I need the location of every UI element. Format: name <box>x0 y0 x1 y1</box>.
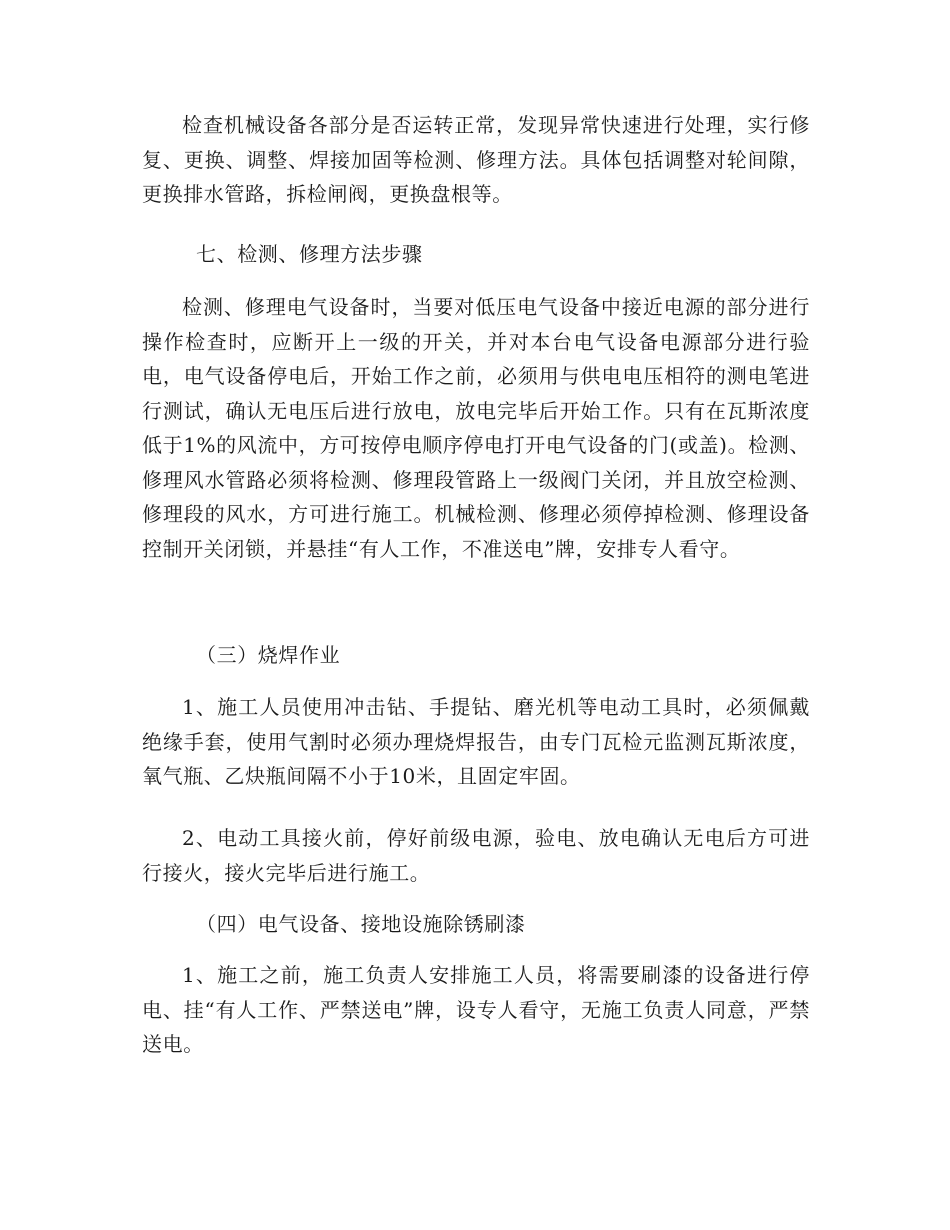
paragraph-welding-rule-1: 1、施工人员使用冲击钻、手提钻、磨光机等电动工具时，必须佩戴绝缘手套，使用气割时必须办理烧焊报告，由专门瓦检元监测瓦斯浓度，氧气瓶、乙炔瓶间隔不小于10米，且固定牢固。 <box>142 695 810 788</box>
section-heading-welding: （三）烧焊作业 <box>196 643 341 667</box>
paragraph-equipment-inspection: 检查机械设备各部分是否运转正常，发现异常快速进行处理，实行修复、更换、调整、焊接加固等检测、修理方法。具体包括调整对轮间隙，更换排水管路，拆检闸阀，更换盘根等。 <box>142 113 810 206</box>
paragraph-welding-rule-2: 2、电动工具接火前，停好前级电源，验电、放电确认无电后方可进行接火，接火完毕后进行施工。 <box>142 826 810 885</box>
paragraph-electrical-repair-procedure: 检测、修理电气设备时，当要对低压电气设备中接近电源的部分进行操作检查时，应断开上一级的开关，并对本台电气设备电源部分进行验电，电气设备停电后，开始工作之前，必须用与供电电压相符的测电笔进行测试，确认无电压后进行放电，放电完毕后开始工作。只有在瓦斯浓度低于1%的风流中，方可按停电顺序停电打开电气设备的门(或盖)。检测、修理风水管路必须将检测、修理段管路上一级阀门关闭，并且放空检测、修理段的风水，方可进行施工。机械检测、修理必须停掉检测、修理设备控制开关闭锁，并悬挂“有人工作，不准送电”牌，安排专人看守。 <box>142 295 810 561</box>
paragraph-painting-rule-1: 1、施工之前，施工负责人安排施工人员，将需要刷漆的设备进行停电、挂“有人工作、严禁送电”牌，设专人看守，无施工负责人同意，严禁送电。 <box>142 963 810 1056</box>
section-heading-repair-steps: 七、检测、修理方法步骤 <box>196 242 423 266</box>
section-heading-painting: （四）电气设备、接地设施除锈刷漆 <box>196 912 526 936</box>
